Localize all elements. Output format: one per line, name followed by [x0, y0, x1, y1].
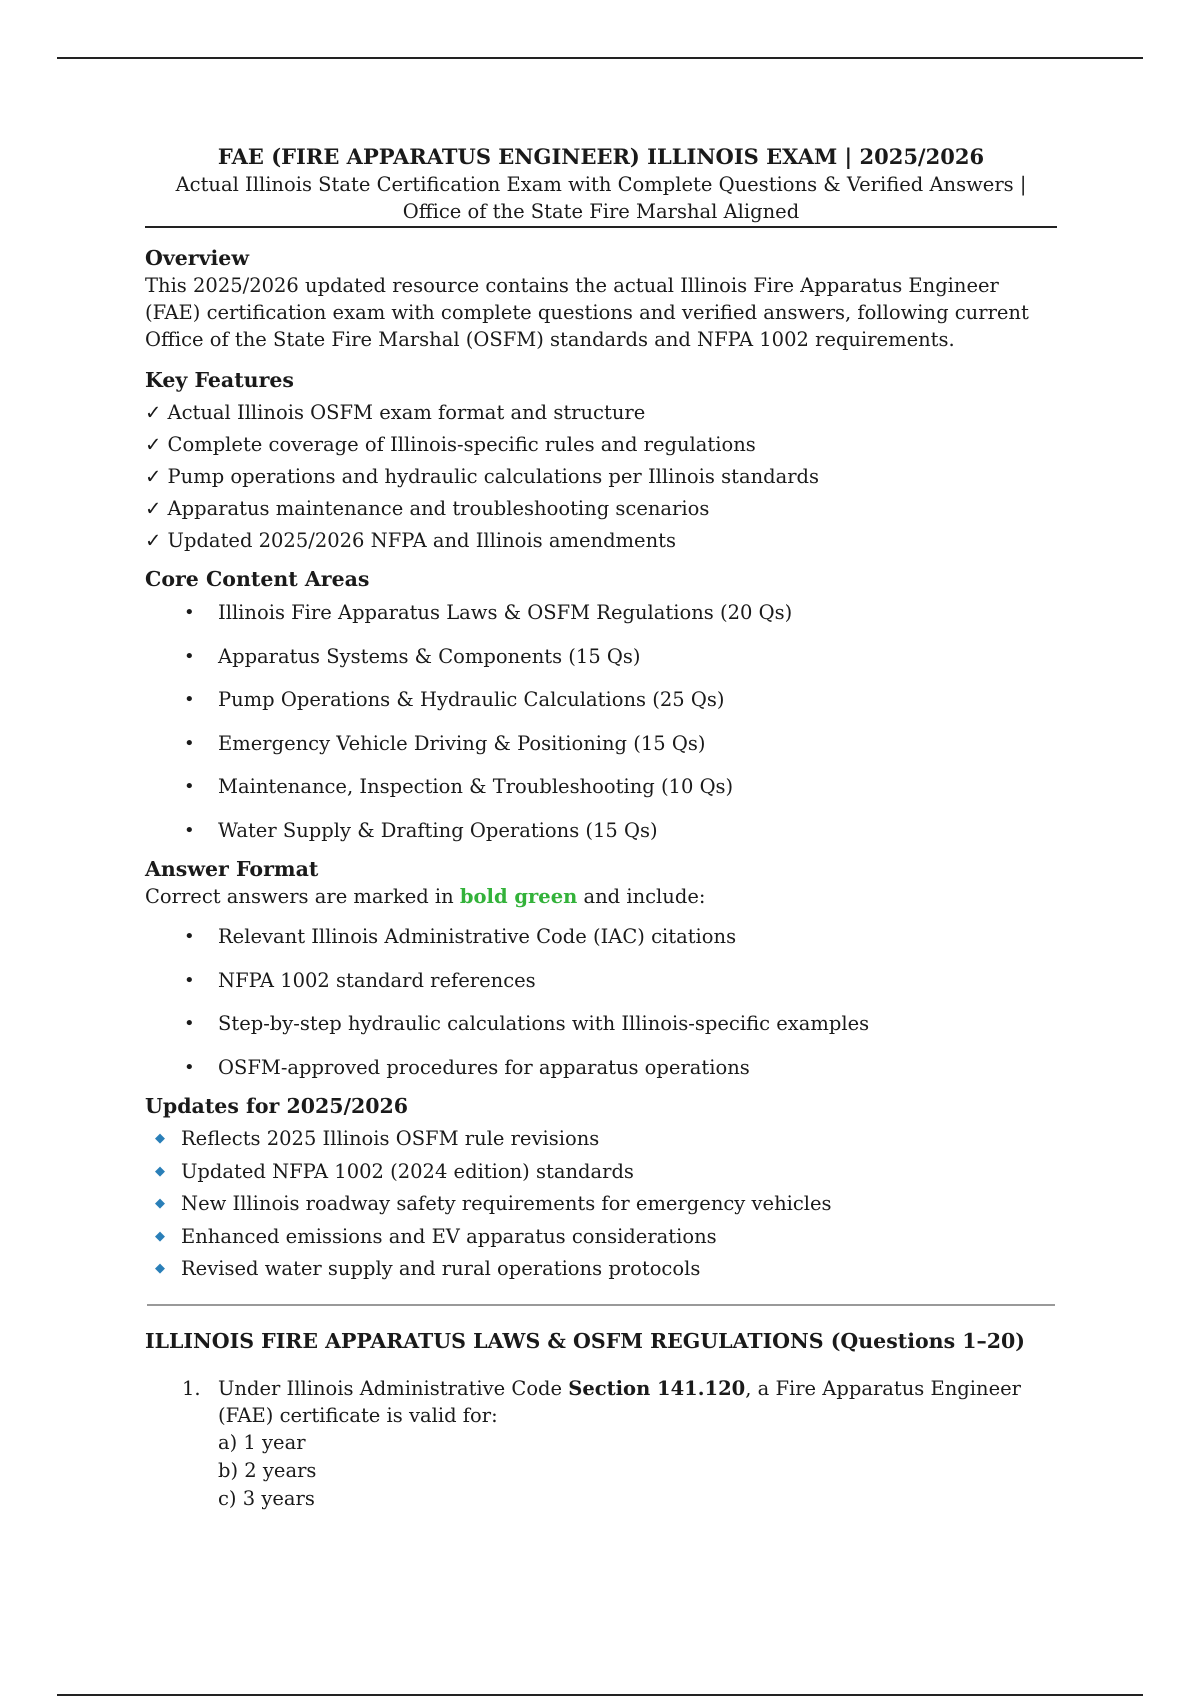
question-number: 1. [182, 1376, 201, 1400]
diamond-bullet-icon: ◆ [155, 1163, 165, 1179]
key-feature-item: ✓ Pump operations and hydraulic calculations per Illinois standards [145, 465, 820, 488]
key-feature-item: ✓ Updated 2025/2026 NFPA and Illinois amendments [145, 529, 676, 552]
key-features-list [145, 397, 1057, 557]
answer-format-item [145, 967, 1057, 1011]
bullet-icon: • [184, 1013, 195, 1034]
core-content-item [145, 730, 1057, 774]
title-block [145, 143, 1057, 228]
core-content-item-text: Maintenance, Inspection & Troubleshooting (10 Qs) [218, 775, 734, 798]
answer-format-item [145, 923, 1057, 967]
core-content-heading: Core Content Areas [145, 567, 370, 591]
bullet-icon: • [184, 969, 195, 991]
answer-format-heading: Answer Format [145, 857, 319, 881]
core-content-item [145, 599, 1057, 643]
core-content-list [145, 599, 1057, 860]
diamond-bullet-icon: ◆ [155, 1228, 165, 1244]
core-content-item-text: Apparatus Systems & Components (15 Qs) [218, 644, 641, 668]
key-features-section [145, 367, 1057, 557]
diamond-bullet-icon: ◆ [155, 1196, 165, 1211]
update-item [145, 1253, 1057, 1286]
answer-option: b) 2 years [218, 1458, 317, 1482]
update-item-text: Enhanced emissions and EV apparatus considerations [181, 1224, 717, 1248]
key-features-heading: Key Features [145, 368, 294, 392]
answer-format-section [145, 856, 1057, 1097]
answer-options [218, 1429, 1057, 1513]
overview-heading: Overview [145, 246, 250, 270]
update-item-text: Updated NFPA 1002 (2024 edition) standards [181, 1159, 634, 1183]
update-item [145, 1123, 1057, 1156]
overview-section [145, 245, 1057, 353]
core-content-item-text: Water Supply & Drafting Operations (15 Qs) [218, 818, 658, 842]
key-feature-item: ✓ Actual Illinois OSFM exam format and structure [145, 401, 646, 424]
answer-format-item-text: Relevant Illinois Administrative Code (IAC) citations [218, 925, 737, 948]
core-content-item-text: Pump Operations & Hydraulic Calculations (25 Qs) [218, 688, 725, 711]
bullet-icon: • [184, 645, 195, 667]
update-item [145, 1188, 1057, 1221]
core-content-item [145, 773, 1057, 817]
answer-format-intro-before: Correct answers are marked in [145, 885, 460, 908]
answer-format-item [145, 1010, 1057, 1054]
bullet-icon: • [184, 1056, 195, 1078]
core-content-item-text: Emergency Vehicle Driving & Positioning (15 Qs) [218, 731, 706, 755]
answer-format-item-text: Step-by-step hydraulic calculations with Illinois-specific examples [218, 1012, 870, 1035]
question-text-bold: Section 141.120 [568, 1376, 746, 1400]
bullet-icon: • [184, 732, 195, 754]
key-feature-item: ✓ Complete coverage of Illinois-specific rules and regulations [145, 433, 756, 456]
update-item [145, 1221, 1057, 1254]
core-content-section [145, 566, 1057, 860]
bullet-icon: • [184, 689, 195, 710]
question-text-after: , a Fire Apparatus Engineer (FAE) certificate is valid for: [218, 1376, 1021, 1427]
updates-section [145, 1093, 1057, 1286]
section-divider [147, 1304, 1055, 1306]
answer-format-item-text: NFPA 1002 standard references [218, 968, 536, 992]
diamond-bullet-icon: ◆ [155, 1261, 165, 1276]
question-text-before: Under Illinois Administrative Code [218, 1376, 569, 1400]
answer-option: c) 3 years [218, 1486, 315, 1510]
answer-format-item-text: OSFM-approved procedures for apparatus operations [218, 1055, 750, 1079]
bullet-icon: • [184, 819, 195, 841]
top-page-rule [57, 57, 1143, 59]
bullet-icon: • [184, 776, 195, 797]
updates-heading: Updates for 2025/2026 [145, 1094, 409, 1118]
diamond-bullet-icon: ◆ [155, 1131, 165, 1146]
question-list [145, 1375, 1057, 1513]
answer-option: a) 1 year [218, 1430, 306, 1454]
document-title: FAE (FIRE APPARATUS ENGINEER) ILLINOIS EXAM | 2025/2026 [217, 144, 985, 169]
document-body [145, 143, 1057, 1513]
core-content-item [145, 643, 1057, 687]
bullet-icon: • [184, 926, 195, 947]
update-item-text: Reflects 2025 Illinois OSFM rule revisions [181, 1127, 600, 1150]
update-item-text: New Illinois roadway safety requirements for emergency vehicles [181, 1192, 832, 1215]
question-text [218, 1375, 1057, 1429]
updates-list [145, 1123, 1057, 1286]
core-content-item-text: Illinois Fire Apparatus Laws & OSFM Regulations (20 Qs) [218, 601, 793, 624]
answer-format-intro [145, 883, 1057, 910]
update-item-text: Revised water supply and rural operations protocols [181, 1257, 701, 1280]
answer-format-item [145, 1054, 1057, 1098]
bullet-icon: • [184, 602, 195, 623]
overview-body: This 2025/2026 updated resource contains the actual Illinois Fire Apparatus Engineer (FAE) certification exam with complete questions and verified answers, following current Office of the State Fire Marshal (OSFM) standards and NFPA 1002 requirements. [145, 274, 1029, 351]
answer-format-intro-after: and include: [577, 885, 706, 908]
core-content-item [145, 817, 1057, 861]
key-feature-item: ✓ Apparatus maintenance and troubleshooting scenarios [145, 497, 710, 520]
core-content-item [145, 686, 1057, 730]
answer-format-list [145, 923, 1057, 1097]
bold-green-highlight: bold green [459, 885, 578, 908]
question-item [145, 1375, 1057, 1513]
update-item [145, 1156, 1057, 1189]
laws-section-heading: ILLINOIS FIRE APPARATUS LAWS & OSFM REGULATIONS (Questions 1–20) [145, 1328, 1025, 1353]
bottom-page-rule [57, 1694, 1143, 1696]
document-subtitle: Actual Illinois State Certification Exam with Complete Questions & Verified Answers | Office of the State Fire Marshal Aligned [175, 173, 1027, 223]
